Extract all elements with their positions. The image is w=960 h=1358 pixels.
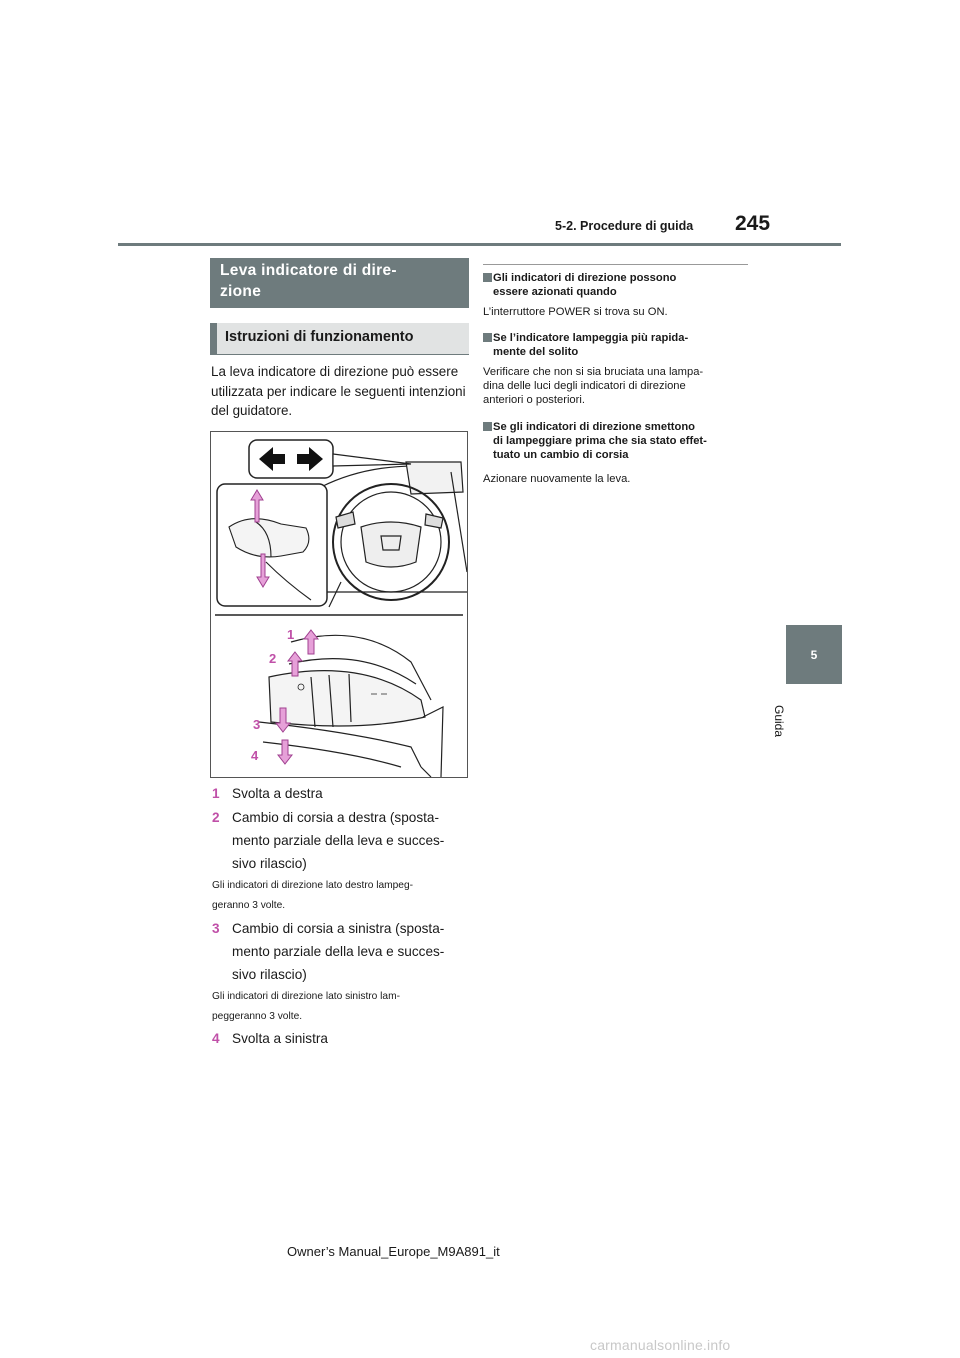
subheading-bar xyxy=(210,323,217,354)
subheading xyxy=(210,323,469,354)
item-text: Cambio di corsia a sinistra (sposta- mento parziale della leva e succes- sivo rilascio) xyxy=(232,921,445,982)
note-text: Gli indicatori di direzione lato sinistro lam- peggeranno 3 volte. xyxy=(212,991,400,1022)
figure-label-1: 1 xyxy=(287,627,295,642)
figure-label-4: 4 xyxy=(251,748,259,763)
square-bullet-icon xyxy=(483,333,492,342)
info-heading-text: Gli indicatori di direzione possono essere azionati quando xyxy=(493,272,677,298)
item-number: 4 xyxy=(212,1031,220,1046)
chapter-label-text: Guida xyxy=(772,705,786,738)
info-body: L’interruttore POWER si trova su ON. xyxy=(483,306,668,318)
item-text: Svolta a sinistra xyxy=(232,1031,328,1046)
item-number: 1 xyxy=(212,786,220,801)
item-text: Cambio di corsia a destra (sposta- mento parziale della leva e succes- sivo rilascio) xyxy=(232,810,445,871)
footer-text: Owner’s Manual_Europe_M9A891_it xyxy=(287,1244,500,1259)
item-number: 3 xyxy=(212,921,220,936)
lever-inset xyxy=(217,484,327,606)
right-column-rule xyxy=(483,264,748,265)
header-rule xyxy=(118,243,841,246)
info-heading xyxy=(483,331,753,359)
list-item xyxy=(212,806,472,875)
main-heading xyxy=(210,258,469,308)
page-number: 245 xyxy=(735,212,771,235)
info-body: Azionare nuovamente la leva. xyxy=(483,473,631,485)
square-bullet-icon xyxy=(483,273,492,282)
main-heading-text: Leva indicatore di dire- zione xyxy=(220,262,397,300)
info-body: Verificare che non si sia bruciata una lampa- dina delle luci degli indicatori di direzione anteriori o posteriori. xyxy=(483,366,704,406)
intro-paragraph: La leva indicatore di direzione può essere utilizzata per indicare le seguenti intenzioni del guidatore. xyxy=(211,364,466,418)
info-heading-text: Se l’indicatore lampeggia più rapida- mente del solito xyxy=(493,332,689,358)
item-number: 2 xyxy=(212,810,220,825)
info-heading-text: Se gli indicatori di direzione smettono di lampeggiare prima che sia stato effet- tuato un cambio di corsia xyxy=(493,421,707,461)
turn-signal-figure xyxy=(210,431,468,778)
square-bullet-icon xyxy=(483,422,492,431)
list-item xyxy=(212,917,472,986)
info-heading xyxy=(483,271,753,299)
subheading-text: Istruzioni di funzionamento xyxy=(225,329,414,345)
list-item xyxy=(212,1027,472,1050)
chapter-tab: 5 xyxy=(786,625,842,684)
list-item xyxy=(212,782,472,805)
chapter-label xyxy=(772,705,810,745)
note-text: Gli indicatori di direzione lato destro lampeg- geranno 3 volte. xyxy=(212,880,414,911)
info-heading xyxy=(483,420,753,462)
turn-signal-illustration xyxy=(211,432,467,777)
figure-label-2: 2 xyxy=(269,651,277,666)
watermark: carmanualsonline.info xyxy=(590,1337,731,1353)
section-title: 5-2. Procedure di guida xyxy=(555,219,694,233)
item-text: Svolta a destra xyxy=(232,786,323,801)
indicator-arrows-callout xyxy=(249,440,411,478)
figure-label-3: 3 xyxy=(253,717,261,732)
subheading-rule xyxy=(210,354,469,355)
